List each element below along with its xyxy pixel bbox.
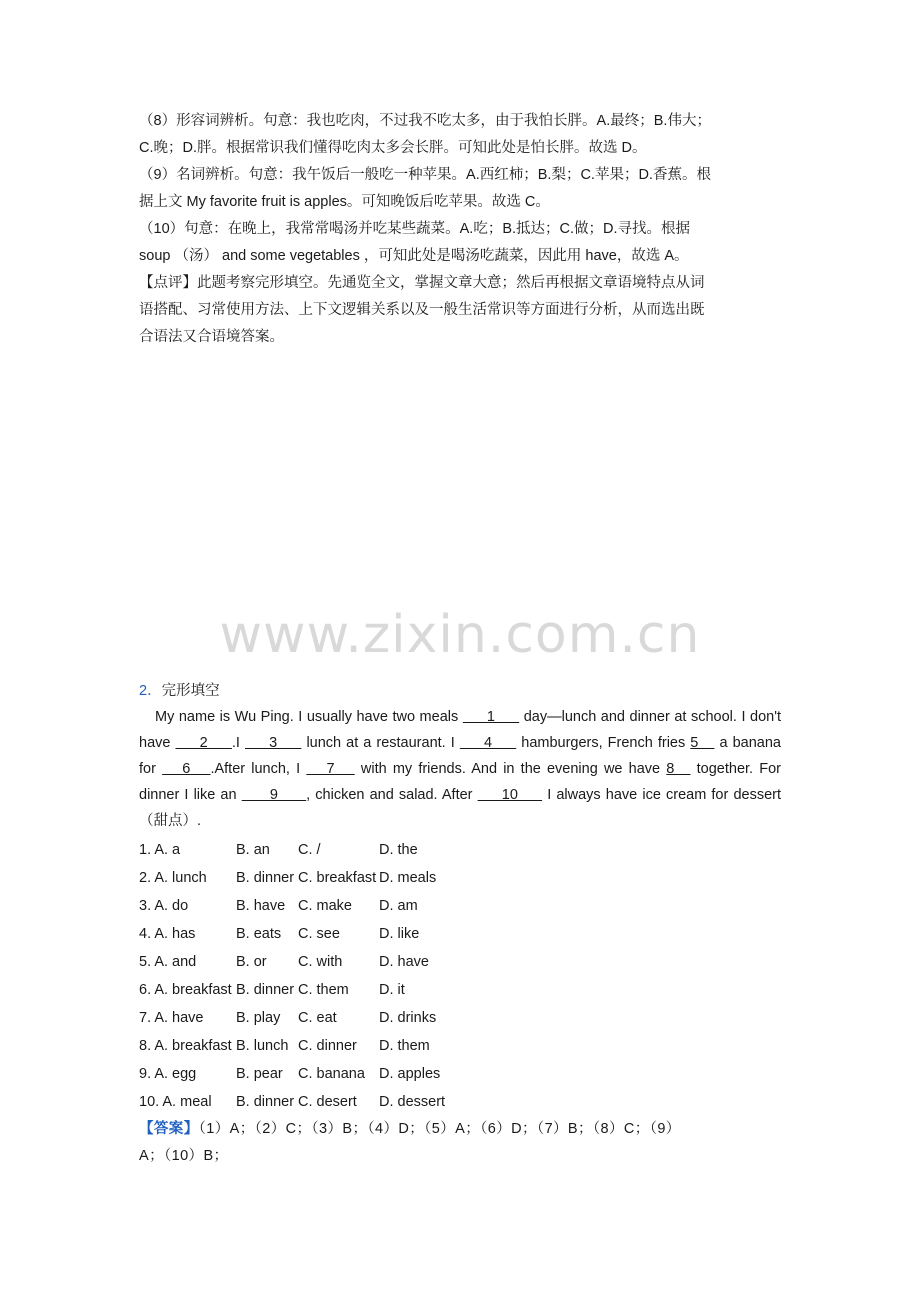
option-a[interactable]: 4. A. has [139,926,196,942]
blank-2[interactable]: 2 [175,735,232,751]
blank-1[interactable]: 1 [462,709,520,725]
question-title [139,678,781,704]
comment-line: 语搭配、习常使用方法、上下文逻辑关系以及一般生活常识等方面进行分析，从而选出既 [139,302,705,318]
passage-text: with my friends. And in the evening we have [354,761,667,777]
option-d[interactable]: D. the [379,842,418,858]
option-d[interactable]: D. it [379,982,405,998]
option-b[interactable]: B. dinner [236,1094,295,1110]
option-b[interactable]: B. dinner [236,982,295,998]
option-b[interactable]: B. have [236,898,286,914]
option-row [139,1060,781,1088]
option-b[interactable]: B. play [236,1010,281,1026]
option-c[interactable]: C. with [298,954,343,970]
option-c[interactable]: C. / [298,842,321,858]
analysis-line: 据上文 My favorite fruit is apples。可知晚饭后吃苹果。故选 C。 [139,194,550,210]
blank-7[interactable]: 7 [306,761,355,777]
passage-text: day—lunch and dinner at school. I don't have [139,709,781,751]
passage-text: together. For dinner I like an [139,761,781,803]
passage-text: .I [231,735,245,751]
option-row [139,948,781,976]
option-b[interactable]: B. lunch [236,1038,289,1054]
option-d[interactable]: D. meals [379,870,437,886]
answer-line [139,1116,781,1143]
analysis-line: （10）句意：在晚上，我常常喝汤并吃某些蔬菜。A.吃；B.抵达；C.做；D.寻找。根据 [139,221,691,237]
option-d[interactable]: D. have [379,954,429,970]
answer-tag: 【答案】 [139,1121,199,1137]
analysis-line: soup （汤） and some vegetables ，可知此处是喝汤吃蔬菜，因此用 have，故选 A。 [139,248,689,264]
passage-text: I always have ice cream for dessert（甜点）. [139,787,781,829]
comment-line: 合语法又合语境答案。 [139,329,284,345]
blank-9[interactable]: 9 [241,787,307,803]
blank-8[interactable]: 8 [666,761,691,777]
option-c[interactable]: C. eat [298,1010,337,1026]
option-a[interactable]: 1. A. a [139,842,181,858]
option-a[interactable]: 8. A. breakfast [139,1038,232,1054]
option-d[interactable]: D. apples [379,1066,441,1082]
answer-line [139,1143,781,1170]
option-row [139,976,781,1004]
option-d[interactable]: D. dessert [379,1094,446,1110]
analysis-line: （8）形容词辨析。句意：我也吃肉，不过我不吃太多，由于我怕长胖。A.最终；B.伟大； [139,113,711,129]
option-a[interactable]: 9. A. egg [139,1066,197,1082]
passage-text: hamburgers, French fries [516,735,691,751]
option-c[interactable]: C. dinner [298,1038,357,1054]
question-2 [139,678,781,1170]
options-list [139,836,781,1116]
option-row [139,920,781,948]
passage-text: lunch at a restaurant. I [301,735,460,751]
option-a[interactable]: 10. A. meal [139,1094,212,1110]
option-b[interactable]: B. dinner [236,870,295,886]
option-row [139,1088,781,1116]
option-c[interactable]: C. them [298,982,349,998]
blank-3[interactable]: 3 [245,735,302,751]
answer-text: A；（10）B； [139,1148,229,1164]
blank-4[interactable]: 4 [459,735,517,751]
question-type: 完形填空 [161,683,220,699]
option-b[interactable]: B. pear [236,1066,283,1082]
blank-5[interactable]: 5 [690,735,715,751]
option-a[interactable]: 2. A. lunch [139,870,207,886]
option-d[interactable]: D. am [379,898,418,914]
option-c[interactable]: C. make [298,898,352,914]
option-a[interactable]: 3. A. do [139,898,189,914]
option-row [139,836,781,864]
passage-text: .After lunch, I [210,761,307,777]
blank-10[interactable]: 10 [477,787,543,803]
option-d[interactable]: D. them [379,1038,430,1054]
option-row [139,864,781,892]
option-c[interactable]: C. breakfast [298,870,377,886]
blank-6[interactable]: 6 [162,761,211,777]
option-c[interactable]: C. see [298,926,340,942]
analysis-block [139,108,781,351]
answer-text: （1）A；（2）C；（3）B；（4）D；（5）A；（6）D；（7）B；（8）C；（9） [198,1121,681,1137]
watermark: www.zixin.com.cn [219,605,701,665]
option-row [139,1004,781,1032]
option-b[interactable]: B. or [236,954,267,970]
option-row [139,1032,781,1060]
analysis-line: C.晚；D.胖。根据常识我们懂得吃肉太多会长胖。可知此处是怕长胖。故选 D。 [139,140,647,156]
passage-text: , chicken and salad. After [306,787,478,803]
option-row [139,892,781,920]
option-d[interactable]: D. drinks [379,1010,437,1026]
cloze-passage [139,704,781,834]
option-b[interactable]: B. an [236,842,270,858]
option-a[interactable]: 6. A. breakfast [139,982,232,998]
passage-text: a banana for [139,735,781,777]
option-d[interactable]: D. like [379,926,420,942]
passage-text: My name is Wu Ping. I usually have two meals [155,709,463,725]
comment-line: 【点评】此题考察完形填空。先通览全文，掌握文章大意；然后再根据文章语境特点从词 [139,275,705,291]
option-c[interactable]: C. banana [298,1066,365,1082]
analysis-line: （9）名词辨析。句意：我午饭后一般吃一种苹果。A.西红柿；B.梨；C.苹果；D.香蕉。根 [139,167,711,183]
option-a[interactable]: 5. A. and [139,954,197,970]
option-c[interactable]: C. desert [298,1094,357,1110]
question-number: 2． [139,683,162,699]
option-b[interactable]: B. eats [236,926,282,942]
option-a[interactable]: 7. A. have [139,1010,204,1026]
